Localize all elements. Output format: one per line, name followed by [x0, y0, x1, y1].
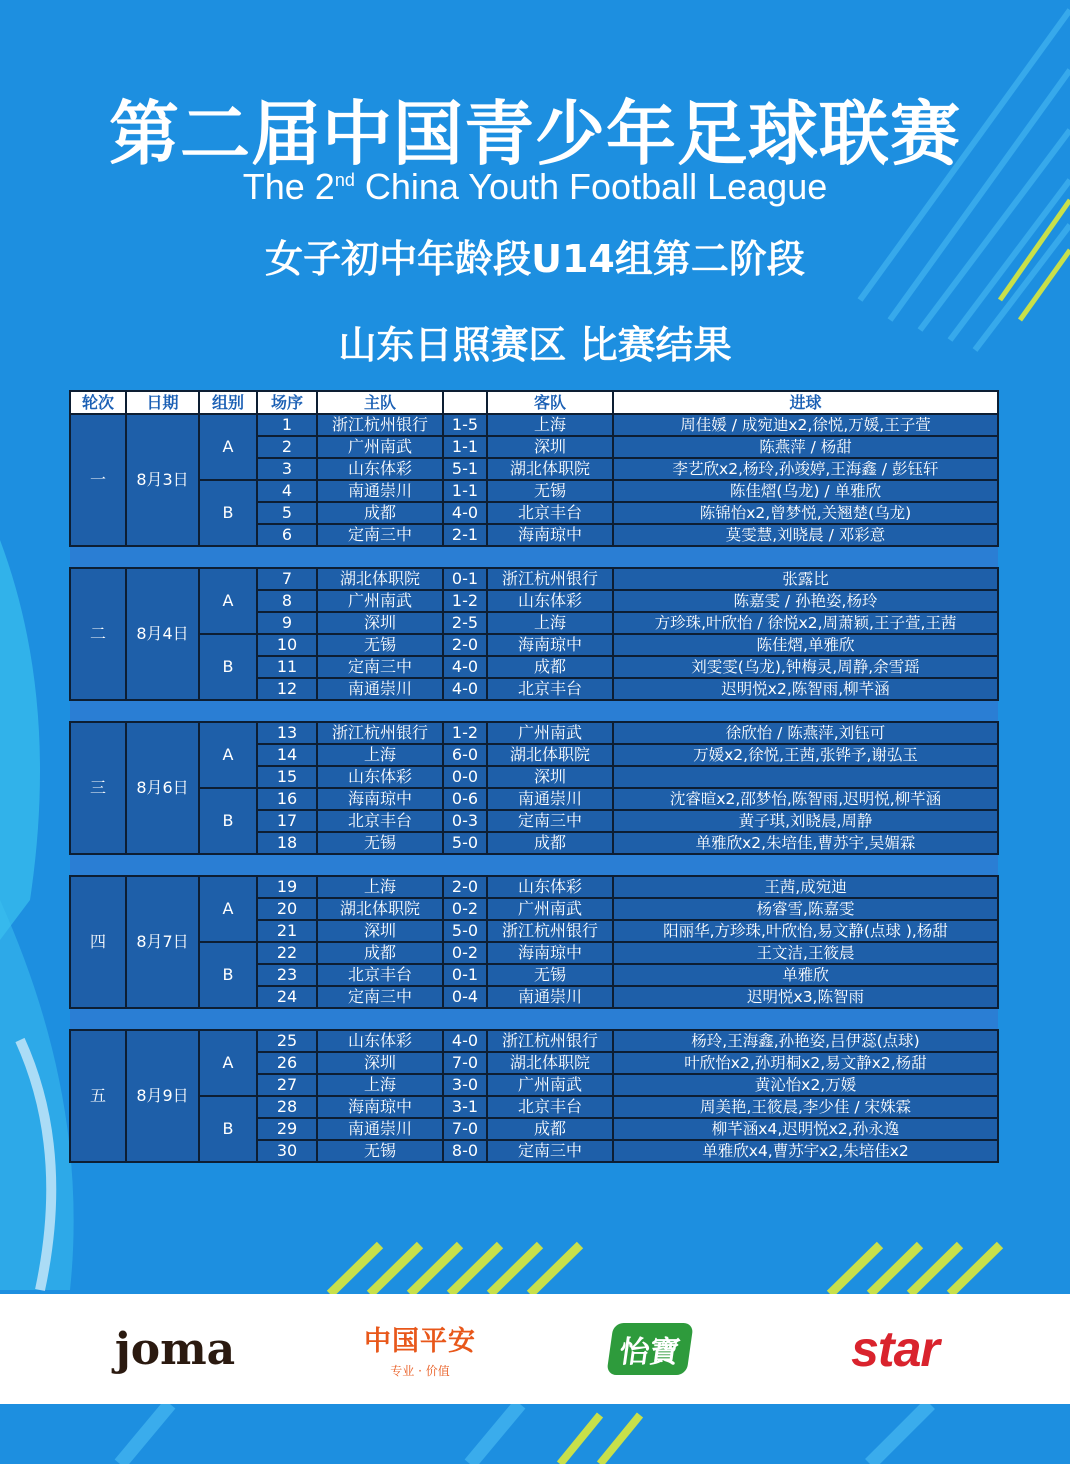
joma-text: joma [114, 1323, 236, 1375]
score-cell: 0-0 [443, 766, 487, 788]
home-team-cell: 浙江杭州银行 [317, 722, 443, 744]
header-score [443, 391, 487, 414]
scorers-cell: 徐欣怡 / 陈燕萍,刘钰可 [613, 722, 998, 744]
pingan-logo [345, 1294, 495, 1404]
table-row [70, 722, 998, 744]
round-separator [70, 700, 998, 722]
scorers-cell: 单雅欣x2,朱培佳,曹苏宇,吴媚霖 [613, 832, 998, 854]
score-cell: 2-1 [443, 524, 487, 546]
scorers-cell: 黄沁怡x2,万媛 [613, 1074, 998, 1096]
home-team-cell: 南通崇川 [317, 1118, 443, 1140]
yibao-logo [590, 1294, 710, 1404]
header-scorers: 进球 [613, 391, 998, 414]
scorers-cell: 杨玲,王海鑫,孙艳姿,吕伊蕊(点球) [613, 1030, 998, 1052]
round-cell: 四 [70, 876, 126, 1008]
group-cell: B [199, 1096, 257, 1162]
home-team-cell: 海南琼中 [317, 1096, 443, 1118]
pingan-text: 中国平安 [364, 1326, 476, 1357]
stage-subtitle: 女子初中年龄段U14组第二阶段 [265, 237, 805, 281]
home-team-cell: 山东体彩 [317, 458, 443, 480]
home-team-cell: 上海 [317, 744, 443, 766]
match-no-cell: 21 [257, 920, 317, 942]
match-no-cell: 1 [257, 414, 317, 436]
group-cell: B [199, 788, 257, 854]
score-cell: 8-0 [443, 1140, 487, 1162]
score-cell: 0-2 [443, 898, 487, 920]
match-no-cell: 29 [257, 1118, 317, 1140]
away-team-cell: 广州南武 [487, 1074, 613, 1096]
home-team-cell: 湖北体职院 [317, 568, 443, 590]
away-team-cell: 南通崇川 [487, 986, 613, 1008]
away-team-cell: 海南琼中 [487, 634, 613, 656]
table-row [70, 942, 998, 964]
away-team-cell: 海南琼中 [487, 942, 613, 964]
date-cell: 8月9日 [126, 1030, 199, 1162]
score-cell: 5-0 [443, 920, 487, 942]
match-no-cell: 6 [257, 524, 317, 546]
match-no-cell: 26 [257, 1052, 317, 1074]
separator-cell [70, 854, 998, 876]
scorers-cell: 陈锦怡x2,曾梦悦,关翘楚(乌龙) [613, 502, 998, 524]
home-team-cell: 南通崇川 [317, 480, 443, 502]
table-row [70, 1030, 998, 1052]
home-team-cell: 定南三中 [317, 656, 443, 678]
group-cell: A [199, 414, 257, 480]
away-team-cell: 成都 [487, 1118, 613, 1140]
match-no-cell: 14 [257, 744, 317, 766]
match-no-cell: 23 [257, 964, 317, 986]
away-team-cell: 湖北体职院 [487, 1052, 613, 1074]
date-cell: 8月6日 [126, 722, 199, 854]
header-date: 日期 [126, 391, 199, 414]
header-away: 客队 [487, 391, 613, 414]
scorers-cell: 杨睿雪,陈嘉雯 [613, 898, 998, 920]
table-row [70, 1096, 998, 1118]
group-cell: B [199, 942, 257, 1008]
score-cell: 7-0 [443, 1118, 487, 1140]
score-cell: 5-0 [443, 832, 487, 854]
match-no-cell: 15 [257, 766, 317, 788]
scorers-cell: 方珍珠,叶欣怡 / 徐悦x2,周萧颖,王子萱,王茜 [613, 612, 998, 634]
match-no-cell: 25 [257, 1030, 317, 1052]
score-cell: 0-3 [443, 810, 487, 832]
away-team-cell: 北京丰台 [487, 1096, 613, 1118]
header-group: 组别 [199, 391, 257, 414]
away-team-cell: 深圳 [487, 766, 613, 788]
yibao-text: 怡寶 [606, 1323, 693, 1375]
scorers-cell: 王茜,成宛迪 [613, 876, 998, 898]
score-cell: 5-1 [443, 458, 487, 480]
scorers-cell: 万媛x2,徐悦,王茜,张铧予,谢弘玉 [613, 744, 998, 766]
match-no-cell: 18 [257, 832, 317, 854]
scorers-cell: 刘雯雯(乌龙),钟梅灵,周静,余雪瑶 [613, 656, 998, 678]
scorers-cell: 莫雯慧,刘晓晨 / 邓彩意 [613, 524, 998, 546]
away-team-cell: 成都 [487, 656, 613, 678]
away-team-cell: 南通崇川 [487, 788, 613, 810]
away-team-cell: 北京丰台 [487, 678, 613, 700]
group-cell: A [199, 876, 257, 942]
score-cell: 0-6 [443, 788, 487, 810]
results-area-title: 山东日照赛区 比赛结果 [338, 323, 732, 367]
match-no-cell: 20 [257, 898, 317, 920]
star-logo [805, 1294, 985, 1404]
separator-cell [70, 1008, 998, 1030]
away-team-cell: 广州南武 [487, 722, 613, 744]
match-no-cell: 17 [257, 810, 317, 832]
scorers-cell: 黄子琪,刘晓晨,周静 [613, 810, 998, 832]
score-cell: 4-0 [443, 678, 487, 700]
round-cell: 二 [70, 568, 126, 700]
score-cell: 2-0 [443, 876, 487, 898]
group-cell: A [199, 568, 257, 634]
results-body [70, 414, 998, 1162]
home-team-cell: 成都 [317, 502, 443, 524]
home-team-cell: 海南琼中 [317, 788, 443, 810]
table-header-row [70, 391, 998, 414]
scorers-cell: 迟明悦x3,陈智雨 [613, 986, 998, 1008]
title-en-sup: nd [334, 170, 355, 190]
round-separator [70, 1008, 998, 1030]
results-table [69, 390, 999, 1163]
round-separator [70, 546, 998, 568]
match-no-cell: 30 [257, 1140, 317, 1162]
match-no-cell: 4 [257, 480, 317, 502]
group-cell: B [199, 480, 257, 546]
score-cell: 2-0 [443, 634, 487, 656]
home-team-cell: 成都 [317, 942, 443, 964]
match-no-cell: 24 [257, 986, 317, 1008]
match-no-cell: 27 [257, 1074, 317, 1096]
home-team-cell: 广州南武 [317, 590, 443, 612]
away-team-cell: 上海 [487, 612, 613, 634]
score-cell: 1-1 [443, 480, 487, 502]
round-cell: 五 [70, 1030, 126, 1162]
match-no-cell: 13 [257, 722, 317, 744]
scorers-cell: 张露比 [613, 568, 998, 590]
date-cell: 8月3日 [126, 414, 199, 546]
scorers-cell: 陈佳熠,单雅欣 [613, 634, 998, 656]
score-cell: 7-0 [443, 1052, 487, 1074]
score-cell: 6-0 [443, 744, 487, 766]
scorers-cell: 阳丽华,方珍珠,叶欣怡,易文静(点球 ),杨甜 [613, 920, 998, 942]
scorers-cell: 单雅欣 [613, 964, 998, 986]
scorers-cell: 沈睿暄x2,邵梦怡,陈智雨,迟明悦,柳芊涵 [613, 788, 998, 810]
header-home: 主队 [317, 391, 443, 414]
home-team-cell: 上海 [317, 876, 443, 898]
home-team-cell: 深圳 [317, 1052, 443, 1074]
home-team-cell: 上海 [317, 1074, 443, 1096]
scorers-cell: 叶欣怡x2,孙玥桐x2,易文静x2,杨甜 [613, 1052, 998, 1074]
date-cell: 8月7日 [126, 876, 199, 1008]
round-separator [70, 854, 998, 876]
score-cell: 0-1 [443, 964, 487, 986]
score-cell: 4-0 [443, 656, 487, 678]
home-team-cell: 深圳 [317, 920, 443, 942]
joma-logo [90, 1294, 260, 1404]
away-team-cell: 湖北体职院 [487, 458, 613, 480]
star-text: star [851, 1321, 939, 1377]
home-team-cell: 北京丰台 [317, 964, 443, 986]
away-team-cell: 无锡 [487, 964, 613, 986]
away-team-cell: 北京丰台 [487, 502, 613, 524]
match-no-cell: 19 [257, 876, 317, 898]
home-team-cell: 无锡 [317, 1140, 443, 1162]
score-cell: 3-1 [443, 1096, 487, 1118]
match-no-cell: 5 [257, 502, 317, 524]
home-team-cell: 山东体彩 [317, 1030, 443, 1052]
title-en-prefix: The 2 [242, 166, 335, 207]
table-row [70, 788, 998, 810]
away-team-cell: 山东体彩 [487, 590, 613, 612]
score-cell: 0-4 [443, 986, 487, 1008]
table-row [70, 480, 998, 502]
home-team-cell: 无锡 [317, 634, 443, 656]
score-cell: 1-2 [443, 722, 487, 744]
table-row [70, 634, 998, 656]
match-no-cell: 10 [257, 634, 317, 656]
date-cell: 8月4日 [126, 568, 199, 700]
match-no-cell: 2 [257, 436, 317, 458]
score-cell: 3-0 [443, 1074, 487, 1096]
table-row [70, 414, 998, 436]
score-cell: 1-5 [443, 414, 487, 436]
away-team-cell: 无锡 [487, 480, 613, 502]
away-team-cell: 浙江杭州银行 [487, 1030, 613, 1052]
home-team-cell: 湖北体职院 [317, 898, 443, 920]
group-cell: A [199, 722, 257, 788]
away-team-cell: 海南琼中 [487, 524, 613, 546]
score-cell: 1-2 [443, 590, 487, 612]
score-cell: 0-2 [443, 942, 487, 964]
sponsor-bar [0, 1294, 1070, 1404]
scorers-cell: 柳芊涵x4,迟明悦x2,孙永逸 [613, 1118, 998, 1140]
match-no-cell: 3 [257, 458, 317, 480]
group-cell: B [199, 634, 257, 700]
scorers-cell: 单雅欣x4,曹苏宇x2,朱培佳x2 [613, 1140, 998, 1162]
home-team-cell: 北京丰台 [317, 810, 443, 832]
round-cell: 三 [70, 722, 126, 854]
home-team-cell: 浙江杭州银行 [317, 414, 443, 436]
group-cell: A [199, 1030, 257, 1096]
home-team-cell: 定南三中 [317, 986, 443, 1008]
score-cell: 4-0 [443, 1030, 487, 1052]
score-cell: 2-5 [443, 612, 487, 634]
round-cell: 一 [70, 414, 126, 546]
home-team-cell: 广州南武 [317, 436, 443, 458]
match-no-cell: 9 [257, 612, 317, 634]
scorers-cell: 李艺欣x2,杨玲,孙竣婷,王海鑫 / 彭钰轩 [613, 458, 998, 480]
home-team-cell: 定南三中 [317, 524, 443, 546]
match-no-cell: 22 [257, 942, 317, 964]
home-team-cell: 山东体彩 [317, 766, 443, 788]
away-team-cell: 上海 [487, 414, 613, 436]
match-no-cell: 7 [257, 568, 317, 590]
league-title-en [0, 166, 1070, 208]
away-team-cell: 浙江杭州银行 [487, 920, 613, 942]
match-no-cell: 16 [257, 788, 317, 810]
scorers-cell: 陈燕萍 / 杨甜 [613, 436, 998, 458]
scorers-cell: 迟明悦x2,陈智雨,柳芊涵 [613, 678, 998, 700]
separator-cell [70, 700, 998, 722]
league-title-cn: 第二届中国青少年足球联赛 [109, 93, 961, 175]
match-no-cell: 12 [257, 678, 317, 700]
away-team-cell: 湖北体职院 [487, 744, 613, 766]
table-row [70, 568, 998, 590]
match-no-cell: 11 [257, 656, 317, 678]
score-cell: 1-1 [443, 436, 487, 458]
score-cell: 0-1 [443, 568, 487, 590]
score-cell: 4-0 [443, 502, 487, 524]
table-row [70, 876, 998, 898]
pingan-tagline: 专业 · 价值 [390, 1364, 450, 1378]
header-match-no: 场序 [257, 391, 317, 414]
away-team-cell: 定南三中 [487, 1140, 613, 1162]
match-no-cell: 28 [257, 1096, 317, 1118]
title-en-suffix: China Youth Football League [354, 166, 828, 207]
scorers-cell: 王文洁,王筱晨 [613, 942, 998, 964]
away-team-cell: 山东体彩 [487, 876, 613, 898]
scorers-cell: 周佳媛 / 成宛迪x2,徐悦,万媛,王子萱 [613, 414, 998, 436]
home-team-cell: 南通崇川 [317, 678, 443, 700]
scorers-cell [613, 766, 998, 788]
away-team-cell: 深圳 [487, 436, 613, 458]
scorers-cell: 陈嘉雯 / 孙艳姿,杨玲 [613, 590, 998, 612]
away-team-cell: 浙江杭州银行 [487, 568, 613, 590]
header-round: 轮次 [70, 391, 126, 414]
away-team-cell: 成都 [487, 832, 613, 854]
away-team-cell: 定南三中 [487, 810, 613, 832]
away-team-cell: 广州南武 [487, 898, 613, 920]
home-team-cell: 无锡 [317, 832, 443, 854]
separator-cell [70, 546, 998, 568]
home-team-cell: 深圳 [317, 612, 443, 634]
scorers-cell: 陈佳熠(乌龙) / 单雅欣 [613, 480, 998, 502]
scorers-cell: 周美艳,王筱晨,李少佳 / 宋姝霖 [613, 1096, 998, 1118]
match-no-cell: 8 [257, 590, 317, 612]
